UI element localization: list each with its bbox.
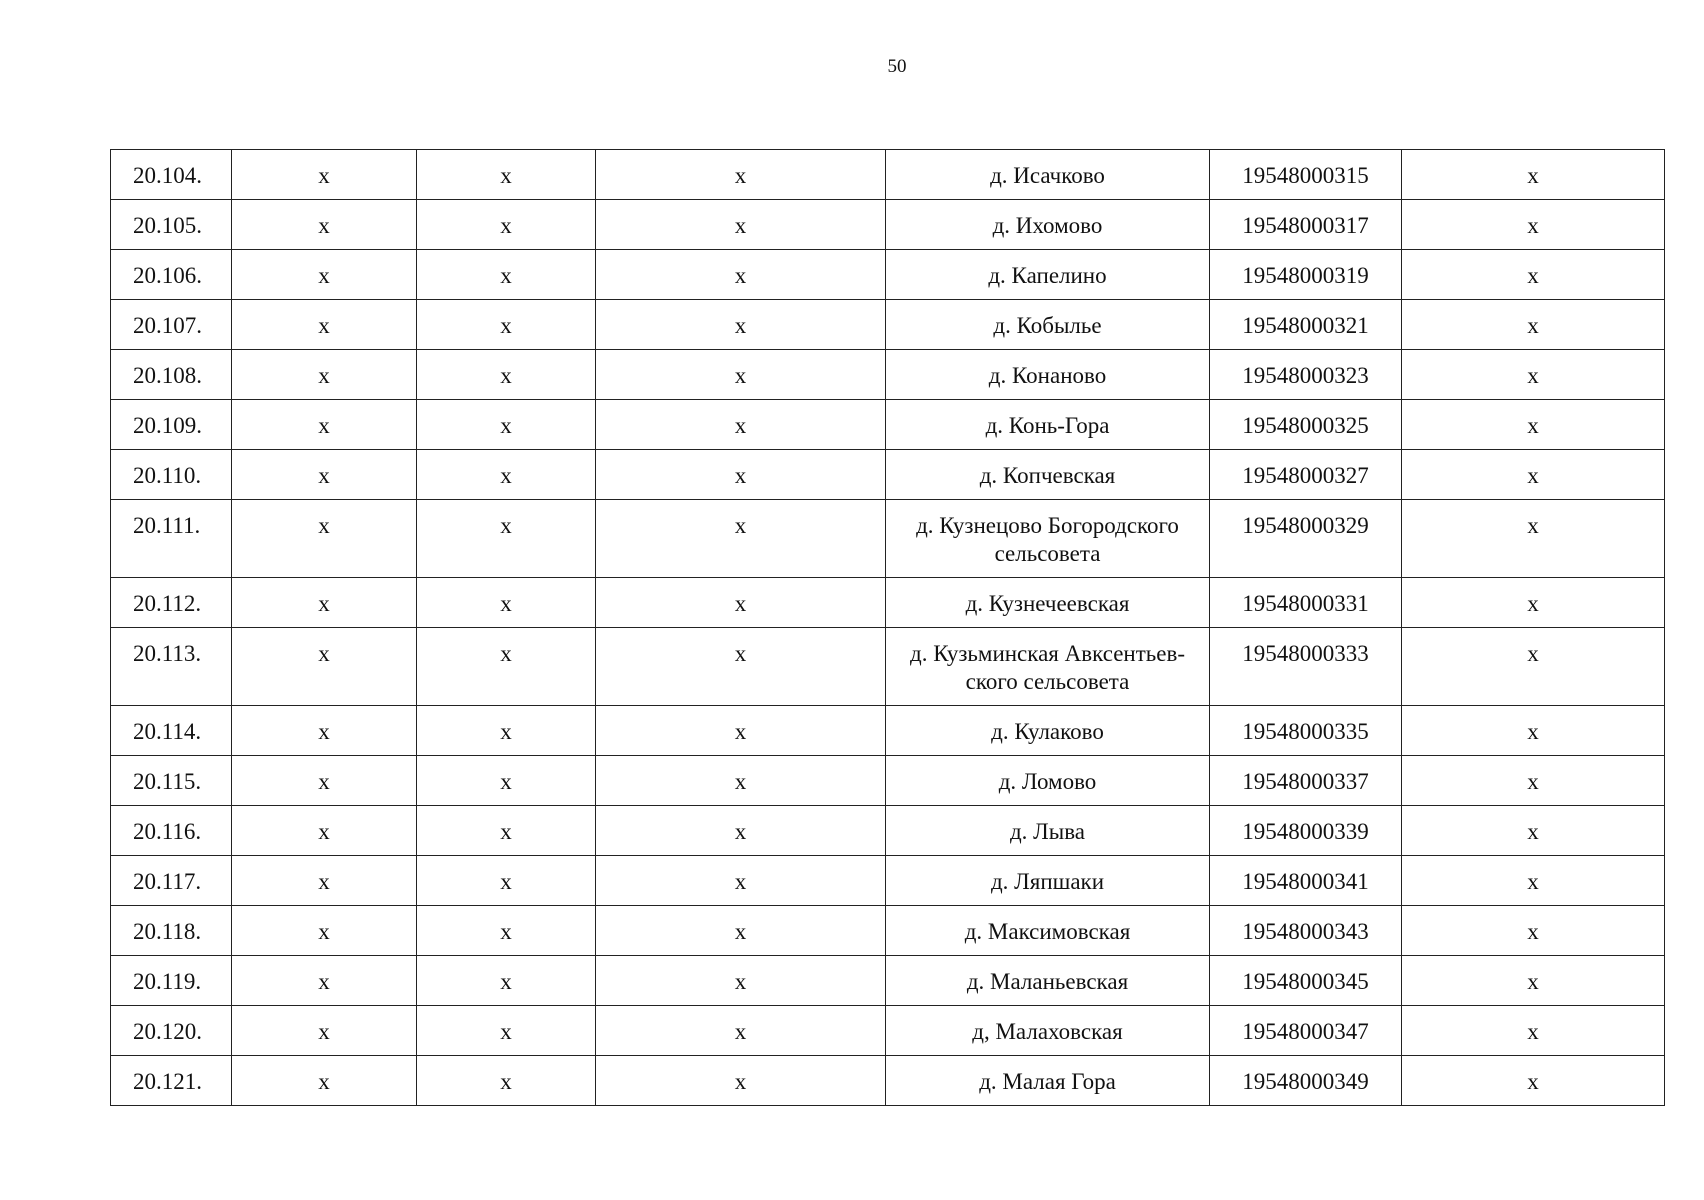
cell-x: х xyxy=(417,200,596,250)
cell-x: х xyxy=(596,856,886,906)
row-number: 20.115. xyxy=(111,756,232,806)
settlement-name: д. Кузнецово Богородского сельсовета xyxy=(886,500,1210,578)
cell-x: х xyxy=(596,1056,886,1106)
cell-x: х xyxy=(417,250,596,300)
settlement-name: д. Маланьевская xyxy=(886,956,1210,1006)
cell-x: х xyxy=(1402,400,1665,450)
table-row xyxy=(111,350,1665,400)
row-number: 20.118. xyxy=(111,906,232,956)
cell-x: х xyxy=(417,400,596,450)
oktmo-code: 19548000341 xyxy=(1210,856,1402,906)
cell-x: х xyxy=(1402,906,1665,956)
cell-x: х xyxy=(1402,706,1665,756)
cell-x: х xyxy=(232,200,417,250)
table-row xyxy=(111,150,1665,200)
cell-x: х xyxy=(1402,150,1665,200)
cell-x: х xyxy=(232,400,417,450)
settlement-name: д. Лыва xyxy=(886,806,1210,856)
table-body xyxy=(111,150,1665,1106)
table-row xyxy=(111,1056,1665,1106)
table-row xyxy=(111,806,1665,856)
cell-x: х xyxy=(417,756,596,806)
cell-x: х xyxy=(232,250,417,300)
settlement-name: д. Максимовская xyxy=(886,906,1210,956)
table-row xyxy=(111,756,1665,806)
row-number: 20.107. xyxy=(111,300,232,350)
cell-x: х xyxy=(596,578,886,628)
cell-x: х xyxy=(417,500,596,578)
cell-x: х xyxy=(417,706,596,756)
cell-x: х xyxy=(596,200,886,250)
cell-x: х xyxy=(596,1006,886,1056)
cell-x: х xyxy=(596,400,886,450)
row-number: 20.121. xyxy=(111,1056,232,1106)
oktmo-code: 19548000333 xyxy=(1210,628,1402,706)
oktmo-code: 19548000335 xyxy=(1210,706,1402,756)
oktmo-code: 19548000349 xyxy=(1210,1056,1402,1106)
cell-x: х xyxy=(596,806,886,856)
row-number: 20.120. xyxy=(111,1006,232,1056)
cell-x: х xyxy=(596,300,886,350)
table-row xyxy=(111,578,1665,628)
cell-x: х xyxy=(232,806,417,856)
row-number: 20.119. xyxy=(111,956,232,1006)
row-number: 20.112. xyxy=(111,578,232,628)
cell-x: х xyxy=(232,500,417,578)
cell-x: х xyxy=(596,706,886,756)
oktmo-code: 19548000325 xyxy=(1210,400,1402,450)
table-row xyxy=(111,906,1665,956)
cell-x: х xyxy=(417,1006,596,1056)
cell-x: х xyxy=(596,150,886,200)
row-number: 20.111. xyxy=(111,500,232,578)
settlement-name: д. Копчевская xyxy=(886,450,1210,500)
cell-x: х xyxy=(1402,628,1665,706)
cell-x: х xyxy=(596,906,886,956)
cell-x: х xyxy=(1402,1056,1665,1106)
cell-x: х xyxy=(1402,1006,1665,1056)
cell-x: х xyxy=(417,150,596,200)
cell-x: х xyxy=(417,300,596,350)
cell-x: х xyxy=(596,250,886,300)
cell-x: х xyxy=(596,350,886,400)
row-number: 20.108. xyxy=(111,350,232,400)
settlement-name: д. Малая Гора xyxy=(886,1056,1210,1106)
oktmo-code: 19548000329 xyxy=(1210,500,1402,578)
cell-x: х xyxy=(232,578,417,628)
cell-x: х xyxy=(417,1056,596,1106)
cell-x: х xyxy=(596,756,886,806)
settlement-name: д. Ломово xyxy=(886,756,1210,806)
table-row xyxy=(111,1006,1665,1056)
settlement-name: д. Исачково xyxy=(886,150,1210,200)
cell-x: х xyxy=(1402,956,1665,1006)
row-number: 20.104. xyxy=(111,150,232,200)
oktmo-code: 19548000327 xyxy=(1210,450,1402,500)
cell-x: х xyxy=(1402,500,1665,578)
table-row xyxy=(111,628,1665,706)
cell-x: х xyxy=(232,450,417,500)
cell-x: х xyxy=(232,756,417,806)
table-row xyxy=(111,956,1665,1006)
cell-x: х xyxy=(232,1006,417,1056)
cell-x: х xyxy=(417,856,596,906)
page-number: 50 xyxy=(887,56,907,77)
cell-x: х xyxy=(417,628,596,706)
cell-x: х xyxy=(1402,300,1665,350)
oktmo-code: 19548000319 xyxy=(1210,250,1402,300)
cell-x: х xyxy=(1402,200,1665,250)
oktmo-code: 19548000345 xyxy=(1210,956,1402,1006)
cell-x: х xyxy=(596,956,886,1006)
row-number: 20.110. xyxy=(111,450,232,500)
table-row xyxy=(111,706,1665,756)
oktmo-code: 19548000323 xyxy=(1210,350,1402,400)
oktmo-code: 19548000317 xyxy=(1210,200,1402,250)
cell-x: х xyxy=(232,956,417,1006)
row-number: 20.113. xyxy=(111,628,232,706)
cell-x: х xyxy=(1402,450,1665,500)
settlement-name: д. Ляпшаки xyxy=(886,856,1210,906)
settlement-name: д. Кузьминская Авксентьев-ского сельсовета xyxy=(886,628,1210,706)
cell-x: х xyxy=(232,706,417,756)
cell-x: х xyxy=(1402,856,1665,906)
settlement-name: д. Ихомово xyxy=(886,200,1210,250)
cell-x: х xyxy=(232,628,417,706)
settlement-name: д. Кулаково xyxy=(886,706,1210,756)
cell-x: х xyxy=(232,150,417,200)
oktmo-code: 19548000337 xyxy=(1210,756,1402,806)
table-row xyxy=(111,300,1665,350)
cell-x: х xyxy=(1402,756,1665,806)
row-number: 20.109. xyxy=(111,400,232,450)
cell-x: х xyxy=(417,578,596,628)
cell-x: х xyxy=(417,350,596,400)
row-number: 20.114. xyxy=(111,706,232,756)
settlement-name: д. Конь-Гора xyxy=(886,400,1210,450)
cell-x: х xyxy=(232,856,417,906)
cell-x: х xyxy=(232,350,417,400)
cell-x: х xyxy=(232,300,417,350)
oktmo-code: 19548000339 xyxy=(1210,806,1402,856)
settlement-name: д. Кобылье xyxy=(886,300,1210,350)
table-row xyxy=(111,400,1665,450)
oktmo-code: 19548000347 xyxy=(1210,1006,1402,1056)
cell-x: х xyxy=(417,906,596,956)
cell-x: х xyxy=(596,450,886,500)
settlement-name: д. Капелино xyxy=(886,250,1210,300)
cell-x: х xyxy=(232,906,417,956)
settlements-table xyxy=(110,149,1665,1106)
settlement-name: д, Малаховская xyxy=(886,1006,1210,1056)
settlement-name: д. Кузнечеевская xyxy=(886,578,1210,628)
cell-x: х xyxy=(417,956,596,1006)
table-row xyxy=(111,200,1665,250)
oktmo-code: 19548000331 xyxy=(1210,578,1402,628)
cell-x: х xyxy=(1402,350,1665,400)
cell-x: х xyxy=(1402,806,1665,856)
settlement-name: д. Конаново xyxy=(886,350,1210,400)
cell-x: х xyxy=(596,500,886,578)
oktmo-code: 19548000343 xyxy=(1210,906,1402,956)
cell-x: х xyxy=(1402,250,1665,300)
oktmo-code: 19548000321 xyxy=(1210,300,1402,350)
cell-x: х xyxy=(1402,578,1665,628)
table-row xyxy=(111,250,1665,300)
row-number: 20.116. xyxy=(111,806,232,856)
table-row xyxy=(111,856,1665,906)
table-row xyxy=(111,450,1665,500)
cell-x: х xyxy=(232,1056,417,1106)
oktmo-code: 19548000315 xyxy=(1210,150,1402,200)
row-number: 20.105. xyxy=(111,200,232,250)
row-number: 20.117. xyxy=(111,856,232,906)
cell-x: х xyxy=(417,450,596,500)
row-number: 20.106. xyxy=(111,250,232,300)
table-row xyxy=(111,500,1665,578)
cell-x: х xyxy=(417,806,596,856)
cell-x: х xyxy=(596,628,886,706)
